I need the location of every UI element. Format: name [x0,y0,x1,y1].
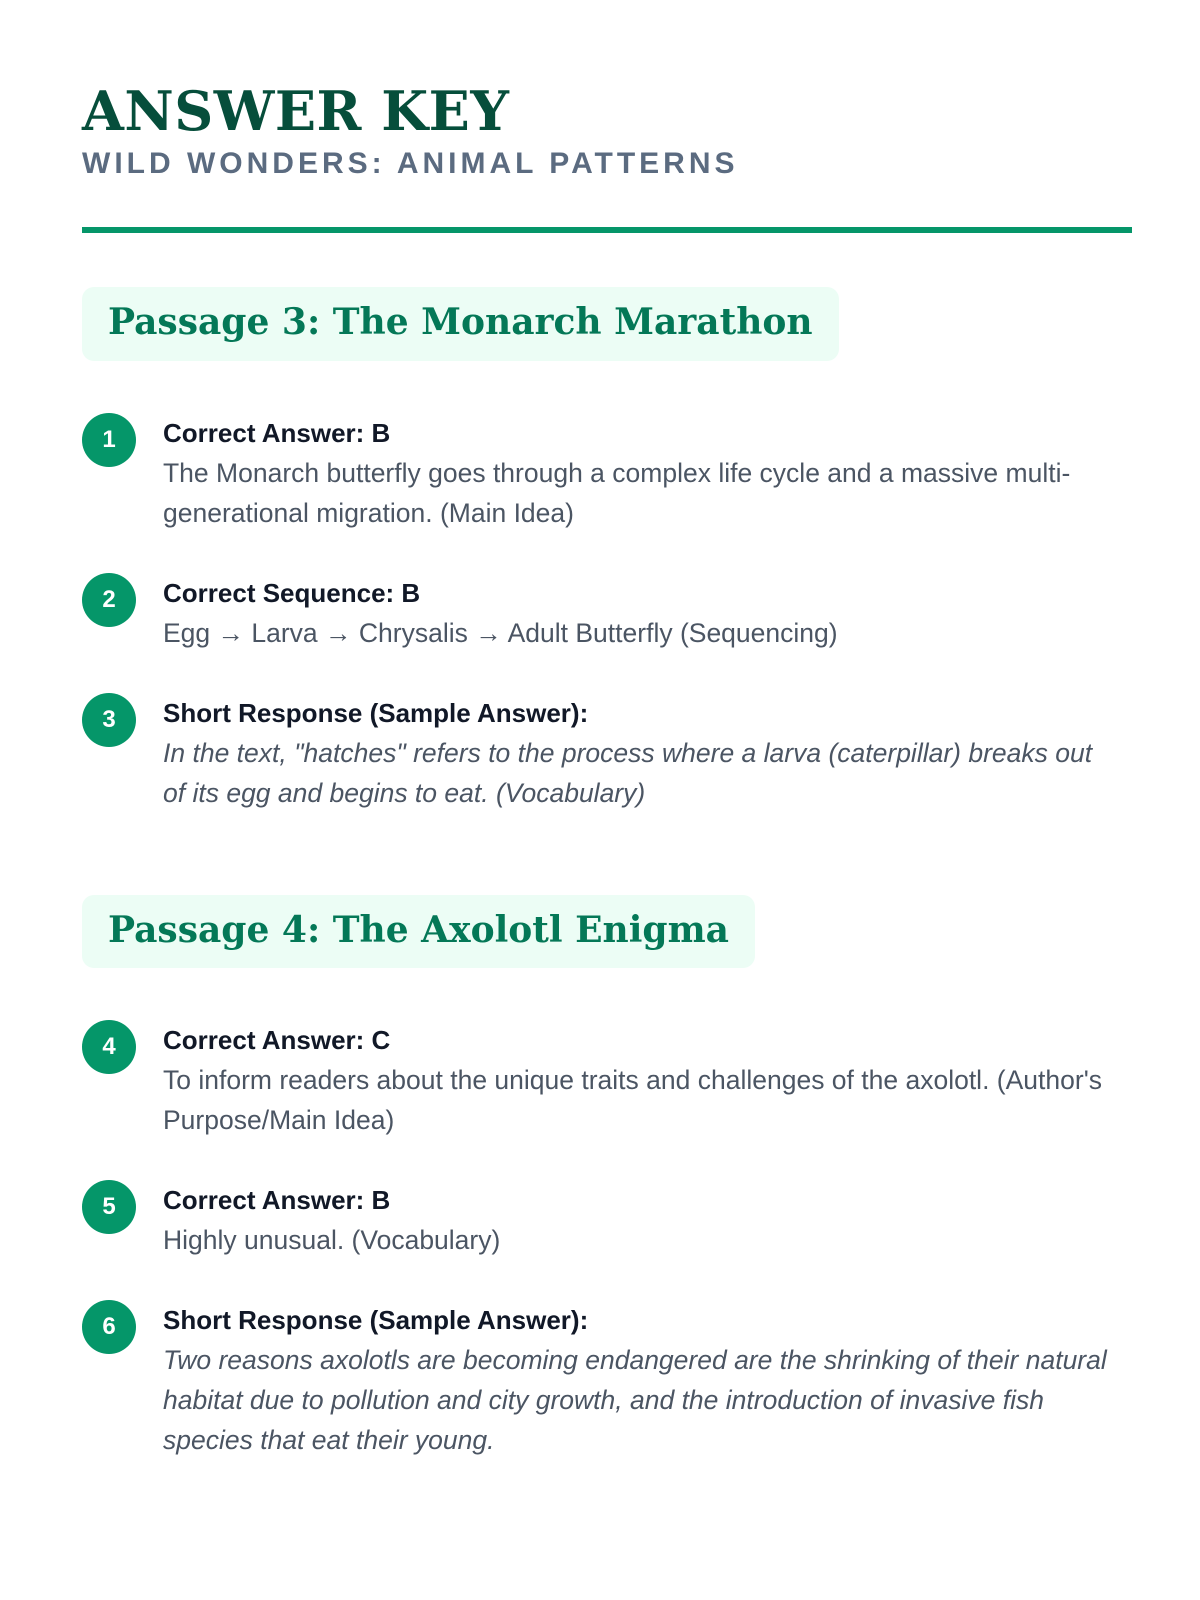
answer-text: Egg → Larva → Chrysalis → Adult Butterfly (Sequencing) [163,617,838,648]
sample-answer-text: In the text, "hatches" refers to the process where a larva (caterpillar) breaks out of its egg and begins to eat. (Vocabulary) [163,737,1093,808]
question-number-badge: 2 [82,573,136,627]
answer-text: The Monarch butterfly goes through a complex life cycle and a massive multi-generational migration. (Main Idea) [163,457,1071,528]
page-title: ANSWER KEY [82,79,510,143]
question-number-badge: 1 [82,413,136,467]
answer-text: To inform readers about the unique traits and challenges of the axolotl. (Author's Purpose/Main Idea) [163,1064,1103,1135]
section-heading: Passage 3: The Monarch Marathon [82,287,839,360]
question-number-badge: 4 [82,1020,136,1074]
answer-list [82,1020,1118,1460]
answer-label: Correct Sequence: B [163,577,421,608]
answer-label: Correct Answer: B [163,417,391,448]
section-heading: Passage 4: The Axolotl Enigma [82,895,755,968]
question-number-badge: 3 [82,693,136,747]
question-number-badge: 6 [82,1300,136,1354]
answer-item-4 [82,1020,1118,1140]
answer-item-1 [82,413,1118,533]
answer-label: Short Response (Sample Answer): [163,697,589,728]
answer-item-3 [82,693,1118,813]
question-number-badge: 5 [82,1180,136,1234]
answer-item-6 [82,1300,1118,1460]
answer-text: Highly unusual. (Vocabulary) [163,1224,501,1255]
answer-item-2 [82,573,1118,653]
answer-label: Correct Answer: C [163,1024,391,1055]
answer-label: Correct Answer: B [163,1184,391,1215]
section-passage-4 [82,895,1118,1460]
header-divider [82,227,1132,233]
page-subtitle: WILD WONDERS: ANIMAL PATTERNS [82,147,739,181]
sample-answer-text: Two reasons axolotls are becoming endangered are the shrinking of their natural habitat due to pollution and city growth, and the introduction of invasive fish species that eat their young. [163,1344,1107,1455]
answer-list [82,413,1118,813]
section-passage-3 [82,287,1118,812]
answer-label: Short Response (Sample Answer): [163,1304,589,1335]
answer-item-5 [82,1180,1118,1260]
